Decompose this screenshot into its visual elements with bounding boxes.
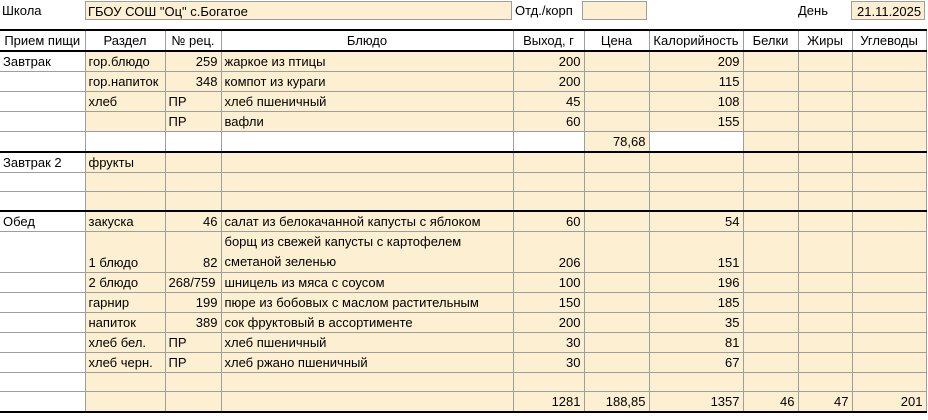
cell-price[interactable]: [584, 332, 649, 352]
cell-dish[interactable]: шницель из мяса с соусом: [221, 272, 513, 292]
cell-carb[interactable]: [852, 132, 926, 153]
cell-dish[interactable]: [221, 132, 513, 153]
table-row: [0, 132, 926, 153]
cell-dish[interactable]: жаркое из птицы: [221, 51, 513, 72]
cell-prot[interactable]: [743, 152, 798, 173]
cell-section[interactable]: гарнир: [85, 292, 165, 312]
cell-out[interactable]: 45: [513, 92, 584, 112]
cell-out[interactable]: 100: [513, 272, 584, 292]
cell-recipe[interactable]: [165, 391, 221, 412]
menu-table: [0, 29, 927, 413]
cell-fat[interactable]: [798, 292, 852, 312]
table-row: [0, 92, 926, 112]
cell-dish[interactable]: вафли: [221, 112, 513, 132]
cell-recipe[interactable]: ПР: [165, 352, 221, 372]
cell-meal: [0, 312, 85, 332]
cell-meal: Завтрак: [0, 51, 85, 72]
cell-fat[interactable]: [798, 211, 852, 232]
cell-meal: [0, 72, 85, 92]
cell-carb[interactable]: [852, 173, 926, 192]
cell-cal[interactable]: 1357: [649, 391, 743, 412]
cell-out[interactable]: [513, 152, 584, 173]
cell-meal: Завтрак 2: [0, 152, 85, 173]
cell-price[interactable]: [584, 231, 649, 272]
cell-carb[interactable]: [852, 292, 926, 312]
cell-recipe[interactable]: [165, 132, 221, 153]
cell-prot[interactable]: [743, 292, 798, 312]
cell-price[interactable]: 78,68: [584, 132, 649, 153]
cell-recipe[interactable]: [165, 192, 221, 211]
cell-section[interactable]: хлеб черн.: [85, 352, 165, 372]
cell-cal[interactable]: 81: [649, 332, 743, 352]
cell-carb[interactable]: [852, 352, 926, 372]
cell-dish[interactable]: компот из кураги: [221, 72, 513, 92]
cell-recipe[interactable]: [165, 173, 221, 192]
cell-fat[interactable]: [798, 312, 852, 332]
cell-meal: [0, 272, 85, 292]
school-field[interactable]: ГБОУ СОШ "Оц" с.Богатое: [85, 1, 512, 20]
cell-prot[interactable]: [743, 132, 798, 153]
cell-carb[interactable]: [852, 372, 926, 391]
cell-dish[interactable]: [221, 152, 513, 173]
table-row: [0, 72, 926, 92]
cell-out[interactable]: 1281: [513, 391, 584, 412]
cell-meal: [0, 391, 85, 412]
cell-prot[interactable]: [743, 211, 798, 232]
cell-recipe[interactable]: [165, 372, 221, 391]
cell-section[interactable]: [85, 372, 165, 391]
cell-out[interactable]: [513, 173, 584, 192]
cell-meal: [0, 92, 85, 112]
cell-section[interactable]: 2 блюдо: [85, 272, 165, 292]
cell-cal[interactable]: [649, 173, 743, 192]
cell-dish[interactable]: салат из белокачанной капусты с яблоком: [221, 211, 513, 232]
cell-carb[interactable]: [852, 332, 926, 352]
table-row: [0, 211, 926, 232]
cell-section[interactable]: 1 блюдо: [85, 231, 165, 272]
cell-fat[interactable]: [798, 51, 852, 72]
column-header: Жиры: [798, 30, 852, 51]
cell-meal: [0, 292, 85, 312]
cell-price[interactable]: [584, 312, 649, 332]
cell-cal[interactable]: 108: [649, 92, 743, 112]
cell-recipe[interactable]: 259: [165, 51, 221, 72]
cell-cal[interactable]: 151: [649, 231, 743, 272]
school-label: Школа: [2, 3, 42, 18]
cell-recipe[interactable]: 268/759: [165, 272, 221, 292]
cell-prot[interactable]: [743, 352, 798, 372]
cell-carb[interactable]: 201: [852, 391, 926, 412]
table-row: [0, 391, 926, 412]
table-row: [0, 372, 926, 391]
table-row: [0, 192, 926, 211]
cell-section[interactable]: гор.напиток: [85, 72, 165, 92]
cell-cal[interactable]: 209: [649, 51, 743, 72]
cell-meal: Обед: [0, 211, 85, 232]
table-row: [0, 312, 926, 332]
cell-cal[interactable]: 155: [649, 112, 743, 132]
cell-cal[interactable]: 185: [649, 292, 743, 312]
day-label: День: [798, 3, 828, 18]
cell-dish[interactable]: [221, 391, 513, 412]
cell-recipe[interactable]: ПР: [165, 332, 221, 352]
column-header: Углеводы: [852, 30, 926, 51]
column-header: Белки: [743, 30, 798, 51]
cell-recipe[interactable]: ПР: [165, 112, 221, 132]
cell-prot[interactable]: [743, 173, 798, 192]
cell-price[interactable]: [584, 112, 649, 132]
cell-prot[interactable]: [743, 92, 798, 112]
cell-carb[interactable]: [852, 152, 926, 173]
cell-prot[interactable]: [743, 272, 798, 292]
cell-meal: [0, 173, 85, 192]
cell-fat[interactable]: [798, 192, 852, 211]
cell-price[interactable]: [584, 92, 649, 112]
cell-dish[interactable]: пюре из бобовых с маслом растительным: [221, 292, 513, 312]
cell-section[interactable]: [85, 112, 165, 132]
cell-section[interactable]: хлеб: [85, 92, 165, 112]
cell-carb[interactable]: [852, 72, 926, 92]
cell-section[interactable]: закуска: [85, 211, 165, 232]
cell-recipe[interactable]: [165, 152, 221, 173]
cell-meal: [0, 112, 85, 132]
cell-dish[interactable]: борщ из свежей капусты с картофелем сметаной зеленью: [221, 231, 513, 272]
cell-carb[interactable]: [852, 312, 926, 332]
cell-meal: [0, 132, 85, 153]
cell-dish[interactable]: [221, 372, 513, 391]
cell-fat[interactable]: [798, 272, 852, 292]
cell-out[interactable]: 30: [513, 352, 584, 372]
cell-price[interactable]: [584, 51, 649, 72]
cell-fat[interactable]: [798, 173, 852, 192]
cell-fat[interactable]: [798, 72, 852, 92]
cell-out[interactable]: 60: [513, 112, 584, 132]
cell-price[interactable]: [584, 292, 649, 312]
table-row: [0, 152, 926, 173]
cell-dish[interactable]: хлеб ржано пшеничный: [221, 352, 513, 372]
cell-recipe[interactable]: ПР: [165, 92, 221, 112]
cell-cal[interactable]: 35: [649, 312, 743, 332]
cell-recipe[interactable]: 82: [165, 231, 221, 272]
dept-label: Отд./корп: [515, 3, 573, 18]
cell-meal: [0, 192, 85, 211]
cell-carb[interactable]: [852, 231, 926, 272]
cell-carb[interactable]: [852, 112, 926, 132]
cell-out[interactable]: 200: [513, 312, 584, 332]
cell-recipe[interactable]: 199: [165, 292, 221, 312]
cell-prot[interactable]: [743, 332, 798, 352]
column-header: Раздел: [85, 30, 165, 51]
cell-fat[interactable]: 47: [798, 391, 852, 412]
cell-out[interactable]: 150: [513, 292, 584, 312]
cell-price[interactable]: [584, 152, 649, 173]
cell-price[interactable]: 188,85: [584, 391, 649, 412]
table-row: [0, 173, 926, 192]
cell-dish[interactable]: хлеб пшеничный: [221, 92, 513, 112]
cell-prot[interactable]: [743, 231, 798, 272]
cell-prot[interactable]: [743, 372, 798, 391]
cell-cal[interactable]: [649, 192, 743, 211]
cell-dish[interactable]: [221, 192, 513, 211]
table-row: [0, 352, 926, 372]
table-row: [0, 332, 926, 352]
cell-out[interactable]: 200: [513, 51, 584, 72]
cell-out[interactable]: 200: [513, 72, 584, 92]
cell-section[interactable]: гор.блюдо: [85, 51, 165, 72]
cell-meal: [0, 231, 85, 272]
cell-price[interactable]: [584, 192, 649, 211]
cell-out[interactable]: 30: [513, 332, 584, 352]
column-header: Прием пищи: [0, 30, 85, 51]
table-row: [0, 231, 926, 272]
cell-carb[interactable]: [852, 92, 926, 112]
column-header: Цена: [584, 30, 649, 51]
cell-section[interactable]: [85, 192, 165, 211]
cell-price[interactable]: [584, 211, 649, 232]
cell-out[interactable]: 206: [513, 231, 584, 272]
column-header: Блюдо: [221, 30, 513, 51]
cell-meal: [0, 352, 85, 372]
cell-price[interactable]: [584, 272, 649, 292]
cell-cal[interactable]: [649, 152, 743, 173]
cell-cal[interactable]: 67: [649, 352, 743, 372]
cell-section[interactable]: хлеб бел.: [85, 332, 165, 352]
cell-fat[interactable]: [798, 352, 852, 372]
column-header: № рец.: [165, 30, 221, 51]
sheet-header: [0, 0, 928, 24]
table-row: [0, 272, 926, 292]
cell-meal: [0, 332, 85, 352]
cell-recipe[interactable]: 389: [165, 312, 221, 332]
cell-prot[interactable]: [743, 312, 798, 332]
cell-recipe[interactable]: 46: [165, 211, 221, 232]
cell-carb[interactable]: [852, 211, 926, 232]
cell-out[interactable]: 60: [513, 211, 584, 232]
cell-cal[interactable]: 196: [649, 272, 743, 292]
cell-carb[interactable]: [852, 192, 926, 211]
cell-cal[interactable]: 54: [649, 211, 743, 232]
cell-carb[interactable]: [852, 272, 926, 292]
cell-cal[interactable]: 115: [649, 72, 743, 92]
cell-section[interactable]: [85, 132, 165, 153]
cell-meal: [0, 372, 85, 391]
table-row: [0, 292, 926, 312]
cell-dish[interactable]: хлеб пшеничный: [221, 332, 513, 352]
cell-prot[interactable]: [743, 192, 798, 211]
cell-out[interactable]: [513, 372, 584, 391]
cell-carb[interactable]: [852, 51, 926, 72]
cell-out[interactable]: [513, 132, 584, 153]
cell-fat[interactable]: [798, 372, 852, 391]
cell-section[interactable]: [85, 173, 165, 192]
cell-cal[interactable]: [649, 132, 743, 153]
cell-price[interactable]: [584, 72, 649, 92]
cell-section[interactable]: [85, 391, 165, 412]
cell-price[interactable]: [584, 372, 649, 391]
menu-body: [0, 51, 926, 412]
column-header: Выход, г: [513, 30, 584, 51]
cell-fat[interactable]: [798, 132, 852, 153]
cell-fat[interactable]: [798, 112, 852, 132]
cell-prot[interactable]: [743, 72, 798, 92]
cell-fat[interactable]: [798, 152, 852, 173]
column-header-row: [0, 30, 926, 51]
cell-fat[interactable]: [798, 332, 852, 352]
dept-field[interactable]: [582, 1, 647, 20]
cell-out[interactable]: [513, 192, 584, 211]
day-field[interactable]: 21.11.2025: [851, 1, 925, 20]
table-row: [0, 112, 926, 132]
cell-prot[interactable]: [743, 112, 798, 132]
cell-dish[interactable]: [221, 173, 513, 192]
cell-price[interactable]: [584, 173, 649, 192]
cell-cal[interactable]: [649, 372, 743, 391]
cell-price[interactable]: [584, 352, 649, 372]
table-row: [0, 51, 926, 72]
cell-recipe[interactable]: 348: [165, 72, 221, 92]
cell-fat[interactable]: [798, 92, 852, 112]
cell-prot[interactable]: [743, 51, 798, 72]
cell-fat[interactable]: [798, 231, 852, 272]
cell-section[interactable]: напиток: [85, 312, 165, 332]
cell-dish[interactable]: сок фруктовый в ассортименте: [221, 312, 513, 332]
column-header: Калорийность: [649, 30, 743, 51]
cell-section[interactable]: фрукты: [85, 152, 165, 173]
cell-prot[interactable]: 46: [743, 391, 798, 412]
